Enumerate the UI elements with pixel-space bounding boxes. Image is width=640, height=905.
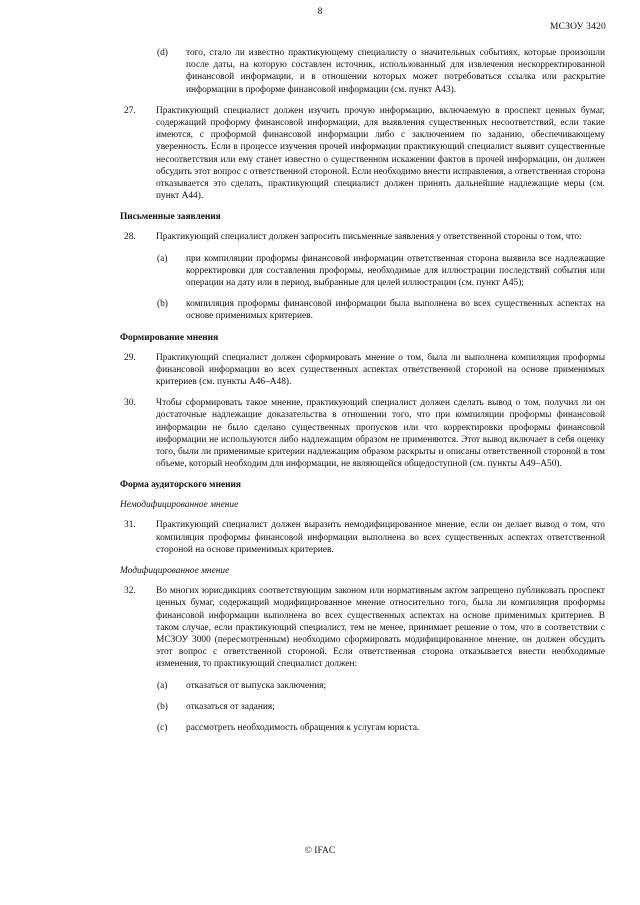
- document-body: [0, 47, 640, 743]
- subheading-modified-opinion: Модифицированное мнение: [120, 566, 230, 577]
- paragraph-31: [0, 519, 640, 556]
- subparagraph-28a: [0, 253, 640, 290]
- subparagraph-label: (b): [157, 701, 168, 712]
- subparagraph-label: (b): [157, 299, 168, 310]
- paragraph-text: Во многих юрисдикциях соответствующим законом или нормативным актом запрещено публиковать проспект ценных бумаг, содержащий модифицированное мнение относительно того, была ли компиляция проформы финансовой информации выполнена во всех существенных аспектах на основе применимых критериев. В таком случае, если практикующий специалист, тем не менее, принимает решение о том, что в соответствии с МСЗОУ 3000 (пересмотренным) необходимо сформировать модифицированное мнение, он должен обсудить этот вопрос с ответственной стороной. Если ответственная сторона отказывается внести необходимые изменения, то практикующий специалист должен:: [156, 586, 605, 670]
- subparagraph-32b: [0, 701, 640, 713]
- paragraph-number: 32.: [124, 586, 136, 597]
- paragraph-number: 31.: [124, 520, 136, 531]
- subheading-unmodified-opinion: Немодифицированное мнение: [120, 500, 239, 511]
- paragraph-27: [0, 105, 640, 203]
- paragraph-text: Практикующий специалист должен сформировать мнение о том, была ли выполнена компиляция проформы финансовой информации во всех существенных аспектах ответственной стороной на основе применимых критериев (см. пункты А46–А48).: [156, 352, 605, 388]
- subparagraph-label: (d): [157, 48, 168, 58]
- subparagraph-text: отказаться от выпуска заключения;: [186, 680, 327, 691]
- paragraph-text: Практикующий специалист должен изучить прочую информацию, включаемую в проспект ценных бумаг, содержащий проформу финансовой информации, для выявления существенных несоответствий, если такие имеются, с проформой финансовой информации либо с заключением по заданию, обеспечивающему уверенность. Если в процессе изучения прочей информации практикующий специалист выявит существенные несоответствия или ему станет известно о существенном искажении фактов в прочей информации, он должен обсудить этот вопрос с ответственной стороной. Если необходимо внести исправления, а ответственная сторона отказывается это сделать, практикующий специалист должен принять дальнейшие надлежащие меры (см. пункт А44).: [156, 105, 605, 202]
- section-heading-written-representations: Письменные заявления: [120, 212, 221, 223]
- section-heading-opinion-form: Форма аудиторского мнения: [120, 480, 242, 491]
- section-heading-forming-opinion: Формирование мнения: [120, 332, 219, 343]
- paragraph-number: 28.: [124, 232, 136, 243]
- paragraph-text: Практикующий специалист должен запросить письменные заявления у ответственной стороны о том, что:: [156, 232, 582, 243]
- page-number: 8: [317, 7, 323, 17]
- paragraph-28: [0, 231, 640, 243]
- paragraph-number: 27.: [124, 105, 136, 116]
- subparagraph-text: того, стало ли известно практикующему специалисту о значительных событиях, которые произошли после даты, на которую составлен источник, использованный для извлечения нескорректированной финансовой информации, и в отношении которых может потребоваться ссылка или раскрытие информации в проформе финансовой информации (см. пункт А43).: [186, 48, 605, 95]
- paragraph-30: [0, 397, 640, 470]
- copyright-footer: © IFAC: [304, 846, 336, 856]
- document-code: МСЗОУ 3420: [550, 22, 606, 32]
- subparagraph-text: отказаться от задания;: [186, 701, 275, 712]
- subparagraph-text: при компиляции проформы финансовой информации ответственная сторона выявила все надлежащие корректировки для составления проформы, необходимые для иллюстрации последствий события или операции на дату или в период, выбранные для целей иллюстрации (см. пункт А45);: [186, 253, 605, 289]
- subparagraph-32a: [0, 680, 640, 692]
- subparagraph-32c: [0, 722, 640, 734]
- subparagraph-text: компиляция проформы финансовой информации была выполнена во всех существенных аспектах на основе применимых критериев.: [186, 299, 605, 322]
- subparagraph-text: рассмотреть необходимость обращения к услугам юриста.: [186, 722, 420, 733]
- paragraph-32: [0, 585, 640, 670]
- paragraph-29: [0, 352, 640, 389]
- subparagraph-28b: [0, 298, 640, 322]
- paragraph-number: 29.: [124, 352, 136, 363]
- paragraph-text: Чтобы сформировать такое мнение, практикующий специалист должен сделать вывод о том, получил ли он достаточные надлежащие доказательства в отношении того, что при компиляции проформы финансовой информации не было сделано существенных пропусков или что корректировки проформы финансовой информации не используются либо надлежащим образом не применяются. Этот вывод включает в себя оценку того, были ли применимые критерии надлежащим образом раскрыты и описаны ответственной стороной в том объеме, который необходим для информации, не являющейся общедоступной (см. пункты А49–А50).: [156, 398, 605, 470]
- subparagraph-label: (a): [157, 680, 168, 691]
- subparagraph-label: (c): [157, 722, 168, 733]
- paragraph-text: Практикующий специалист должен выразить немодифицированное мнение, если он делает вывод о том, что компиляция проформы финансовой информации выполнена во всех существенных аспектах ответственной стороной на основе применимых критериев.: [156, 520, 605, 555]
- subparagraph-d: [0, 47, 640, 96]
- subparagraph-label: (a): [157, 253, 168, 264]
- paragraph-number: 30.: [124, 398, 136, 409]
